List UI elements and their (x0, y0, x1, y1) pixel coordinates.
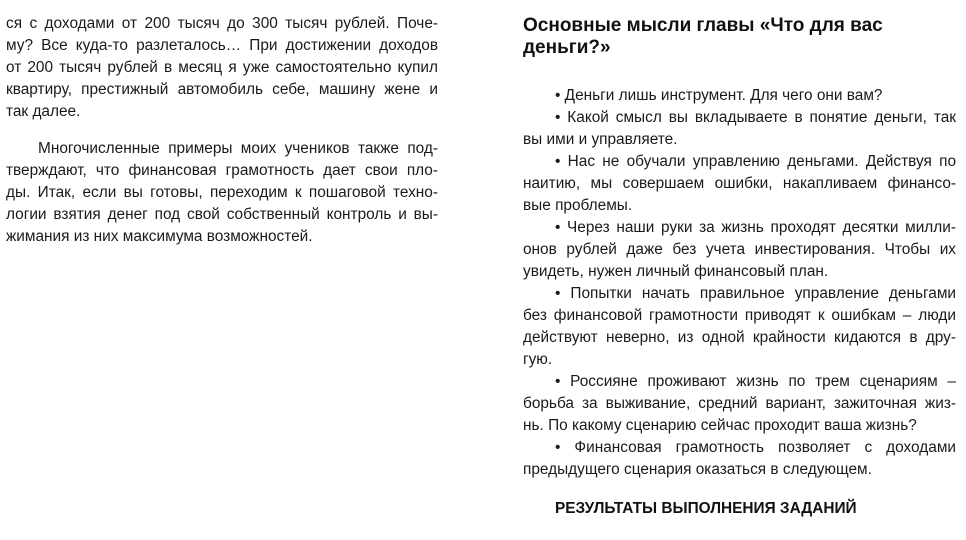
text-line: • Нас не обучали управлению деньгами. Действуя по (555, 153, 956, 170)
chapter-summary-heading (523, 15, 956, 59)
text-line: му? Все куда-то разлеталось… При достижении доходов (6, 37, 438, 54)
text-line: борьба за выживание, средний вариант, зажиточная жиз- (523, 395, 956, 412)
bullet-item (523, 107, 956, 151)
text-line: вые проблемы. (523, 197, 633, 214)
text-line: • Через наши руки за жизнь проходят десятки милли- (555, 219, 956, 236)
paragraph-gap (6, 123, 438, 138)
text-line: предыдущего сценария оказаться в следующем. (523, 461, 872, 478)
text-line: вы ими и управляете. (523, 131, 678, 148)
left-paragraph-1 (6, 13, 438, 123)
bullet-item (523, 151, 956, 217)
text-line: ды. Итак, если вы готовы, переходим к пошаговой техно- (6, 184, 438, 201)
text-line: тверждают, что финансовая грамотность дает свои пло- (6, 162, 438, 179)
text-line: онов рублей даже без учета инвестирования. Чтобы их (523, 241, 956, 258)
text-line: увидеть, нужен личный финансовый план. (523, 263, 829, 280)
text-line: • Россияне проживают жизнь по трем сценариям – (555, 373, 956, 390)
bullet-item (523, 85, 956, 107)
text-line: • Какой смысл вы вкладываете в понятие деньги, так (555, 109, 956, 126)
text-line: жимания из них максимума возможностей. (6, 228, 313, 245)
text-line: нь. По какому сценарию сейчас проходит ваша жизнь? (523, 417, 917, 434)
bullet-item (523, 437, 956, 481)
text-line: гую. (523, 351, 553, 368)
right-page (523, 15, 956, 517)
heading-line: Основные мысли главы «Что для вас (523, 15, 883, 36)
text-line: • Деньги лишь инструмент. Для чего они вам? (555, 87, 883, 104)
text-line: • Попытки начать правильное управление деньгами (555, 285, 956, 302)
text-line: без финансовой грамотности приводят к ошибкам – люди (523, 307, 956, 324)
results-heading: РЕЗУЛЬТАТЫ ВЫПОЛНЕНИЯ ЗАДАНИЙ (555, 500, 857, 517)
heading-line: деньги?» (523, 37, 611, 58)
left-page (6, 13, 438, 248)
text-line: наитию, мы совершаем ошибки, накапливаем финансо- (523, 175, 956, 192)
text-line: логии взятия денег под свой собственный контроль и вы- (6, 206, 438, 223)
bullet-item (523, 217, 956, 283)
text-line: Многочисленные примеры моих учеников также под- (38, 140, 438, 157)
text-line: так далее. (6, 103, 81, 120)
text-line: ся с доходами от 200 тысяч до 300 тысяч рублей. Поче- (6, 15, 438, 32)
left-paragraph-2 (6, 138, 438, 248)
bullet-item (523, 371, 956, 437)
text-line: квартиру, престижный автомобиль себе, машину жене и (6, 81, 438, 98)
text-line: • Финансовая грамотность позволяет с доходами (555, 439, 956, 456)
bullet-item (523, 283, 956, 371)
text-line: от 200 тысяч рублей в месяц я уже самостоятельно купил (6, 59, 438, 76)
text-line: действуют неверно, из одной крайности кидаются в дру- (523, 329, 956, 346)
